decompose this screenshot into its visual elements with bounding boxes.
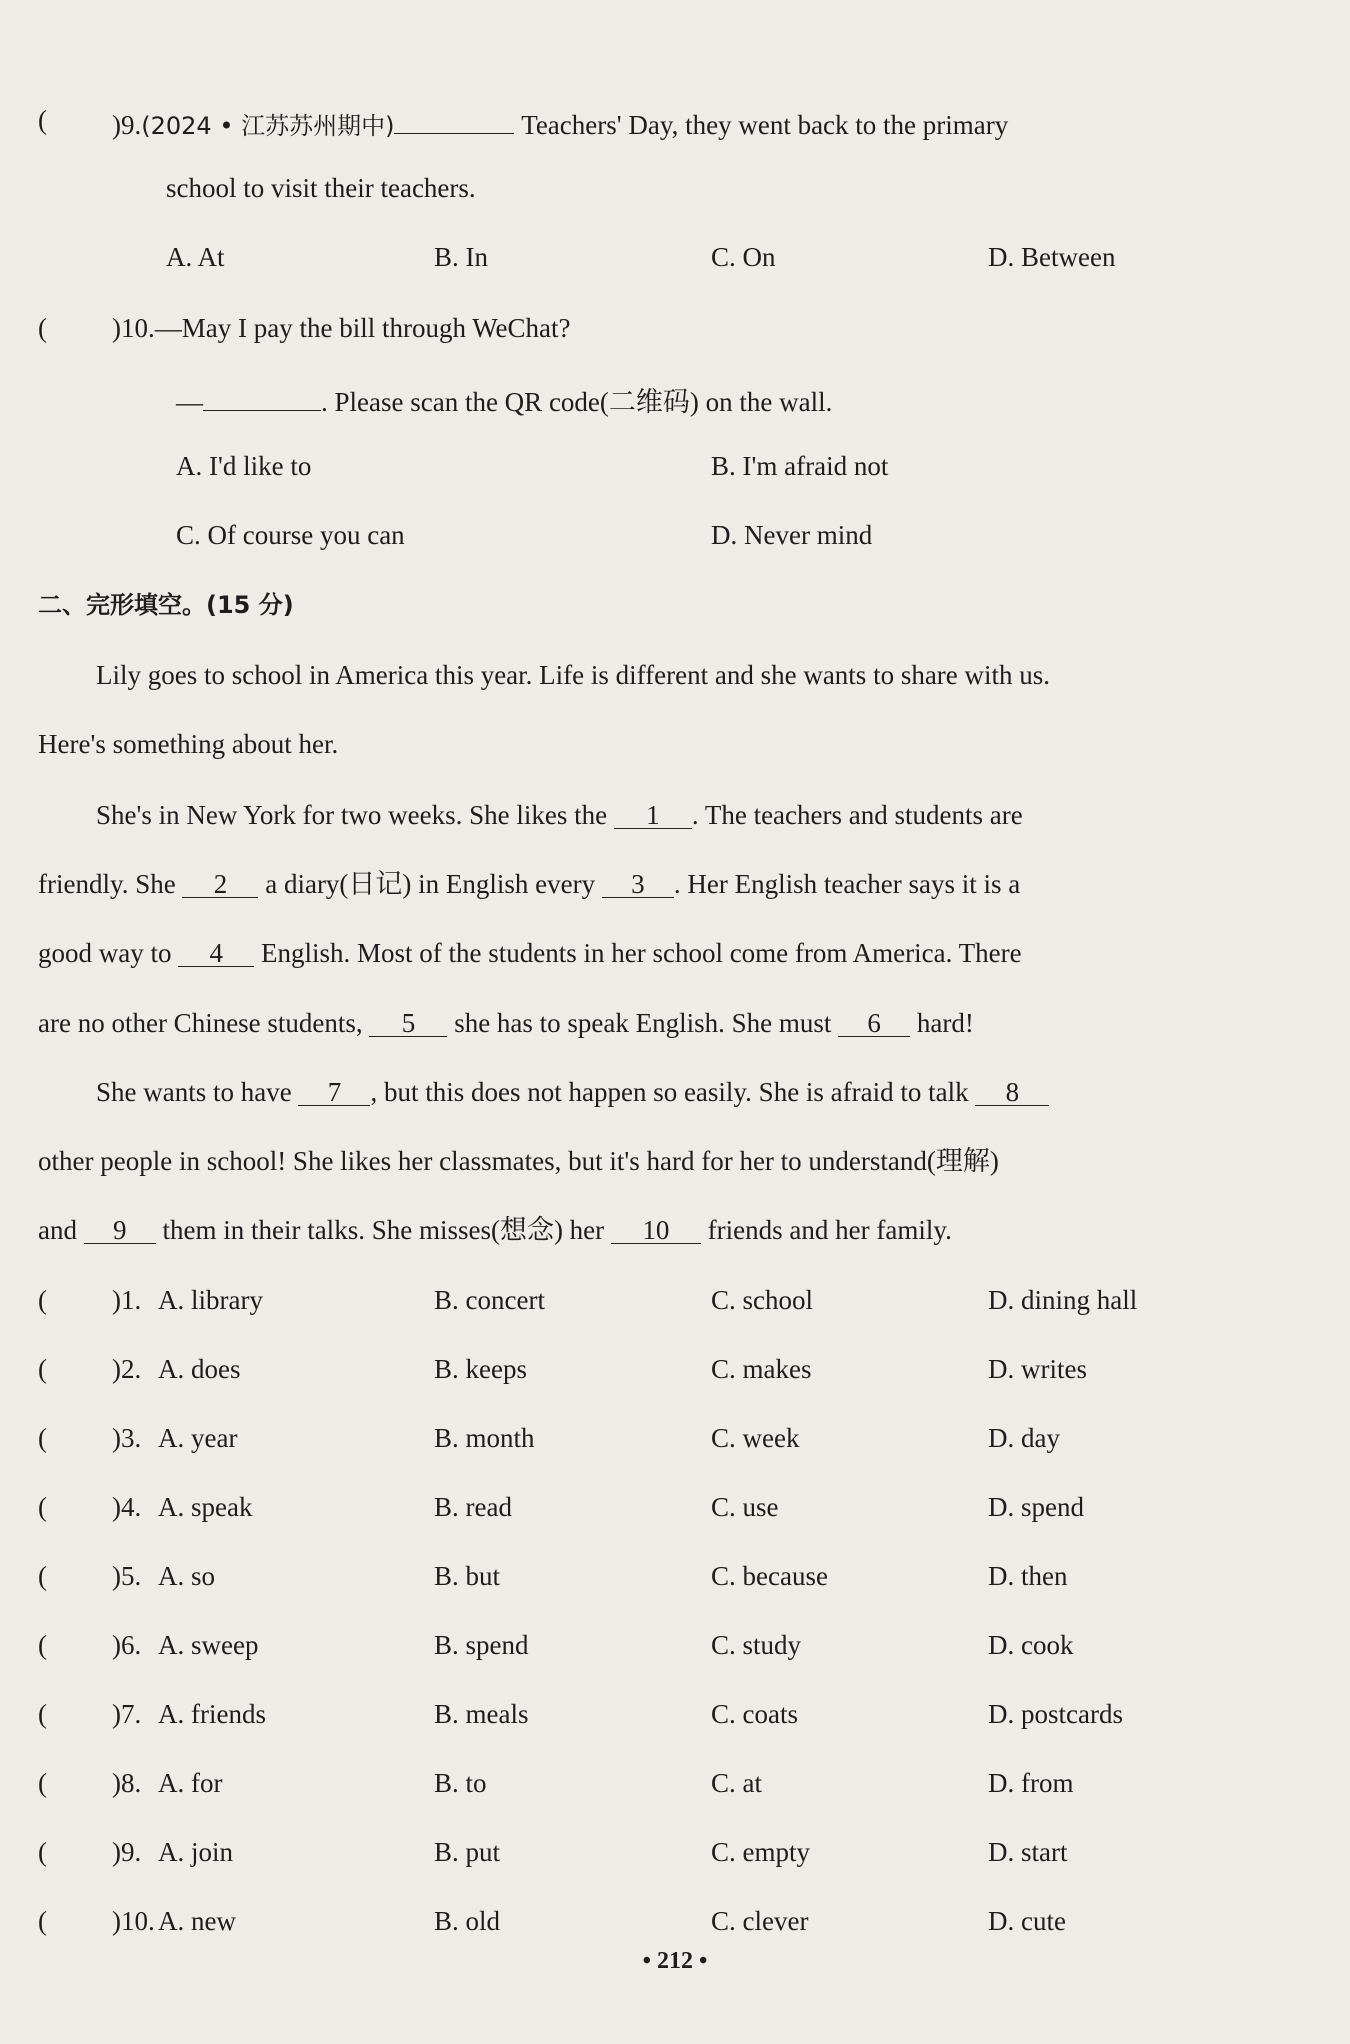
question-number: )10.	[112, 1906, 155, 1936]
cloze-blank-2[interactable]: 2	[182, 867, 258, 898]
option-c: C. clever	[711, 1906, 809, 1936]
passage-text: and	[38, 1215, 77, 1245]
option-b: B. read	[434, 1492, 512, 1522]
question-number: )9.	[112, 110, 142, 140]
option-c: C. empty	[711, 1837, 810, 1867]
passage-text: a diary(日记) in English every	[265, 869, 596, 899]
cloze-blank-6[interactable]: 6	[838, 1006, 910, 1037]
option-d: D. spend	[988, 1492, 1084, 1522]
option-b: B. put	[434, 1837, 501, 1867]
passage-text: , but this does not happen so easily. She is afraid to talk	[370, 1077, 969, 1107]
option-c: C. use	[711, 1492, 779, 1522]
option-d: D. day	[988, 1423, 1060, 1453]
cloze-blank-7[interactable]: 7	[298, 1075, 370, 1106]
section-heading: 二、完形填空。(15 分)	[38, 591, 294, 619]
option-d: D. dining hall	[988, 1285, 1138, 1315]
question-number: )7.	[112, 1699, 142, 1729]
question-number: )10.	[112, 313, 155, 343]
option-c: C. coats	[711, 1699, 798, 1729]
option-d: D. postcards	[988, 1699, 1123, 1729]
question-10-stem	[112, 311, 571, 345]
passage-line	[38, 1006, 974, 1040]
option-c: C. school	[711, 1285, 814, 1315]
passage-line	[38, 867, 1020, 901]
option-a: A. so	[158, 1561, 216, 1591]
option-d: D. Never mind	[711, 520, 873, 550]
option-d: D. from	[988, 1768, 1074, 1798]
passage-line: Lily goes to school in America this year. Life is different and she wants to share with us.	[96, 660, 1051, 690]
question-10-reply	[176, 380, 832, 419]
passage-text: . The teachers and students are	[691, 800, 1023, 830]
reply-dash: —	[176, 387, 203, 417]
question-number: )5.	[112, 1561, 142, 1591]
question-9-stem-line2: school to visit their teachers.	[166, 173, 476, 203]
option-b: B. spend	[434, 1630, 529, 1660]
option-c: C. because	[711, 1561, 828, 1591]
cloze-blank-1[interactable]: 1	[614, 798, 692, 829]
option-a: A. I'd like to	[176, 451, 312, 481]
passage-text: are no other Chinese students,	[38, 1008, 363, 1038]
answer-paren[interactable]: (	[38, 1768, 47, 1798]
option-a: A. At	[166, 242, 225, 272]
option-d: D. then	[988, 1561, 1068, 1591]
question-text: Teachers' Day, they went back to the primary	[521, 110, 1009, 140]
answer-paren[interactable]: (	[38, 1699, 47, 1729]
cloze-blank-8[interactable]: 8	[975, 1075, 1049, 1106]
passage-text: English. Most of the students in her school come from America. There	[260, 938, 1022, 968]
question-number: )6.	[112, 1630, 142, 1660]
option-b: B. month	[434, 1423, 535, 1453]
answer-blank[interactable]	[203, 380, 321, 411]
question-number: )3.	[112, 1423, 142, 1453]
option-c: C. week	[711, 1423, 800, 1453]
passage-text: she has to speak English. She must	[454, 1008, 832, 1038]
option-b: B. concert	[434, 1285, 545, 1315]
passage-line: other people in school! She likes her classmates, but it's hard for her to understand(理解)	[38, 1146, 999, 1176]
passage-text: hard!	[916, 1008, 974, 1038]
answer-paren[interactable]: (	[38, 1837, 47, 1867]
passage-text: . Her English teacher says it is a	[673, 869, 1021, 899]
cloze-blank-10[interactable]: 10	[611, 1213, 701, 1244]
answer-paren[interactable]: (	[38, 1492, 47, 1522]
answer-paren[interactable]: (	[38, 1285, 47, 1315]
cloze-blank-9[interactable]: 9	[84, 1213, 156, 1244]
passage-line	[38, 936, 1022, 970]
passage-line	[96, 1075, 1049, 1109]
question-number: )9.	[112, 1837, 142, 1867]
option-d: D. start	[988, 1837, 1068, 1867]
cloze-blank-4[interactable]: 4	[178, 936, 254, 967]
answer-paren[interactable]: (	[38, 1354, 47, 1384]
question-number: )2.	[112, 1354, 142, 1384]
question-source: (2024 • 江苏苏州期中)	[141, 112, 395, 140]
option-b: B. keeps	[434, 1354, 527, 1384]
option-b: B. to	[434, 1768, 487, 1798]
answer-paren[interactable]: (	[38, 1906, 47, 1936]
option-b: B. I'm afraid not	[711, 451, 889, 481]
passage-text: friendly. She	[38, 869, 176, 899]
option-a: A. for	[158, 1768, 223, 1798]
answer-paren-q10: (	[38, 313, 47, 343]
option-b: B. but	[434, 1561, 501, 1591]
option-a: A. does	[158, 1354, 241, 1384]
passage-line	[38, 1213, 952, 1247]
question-number: )1.	[112, 1285, 142, 1315]
question-text: —May I pay the bill through WeChat?	[154, 313, 571, 343]
passage-text: them in their talks. She misses(想念) her	[162, 1215, 605, 1245]
option-a: A. library	[158, 1285, 263, 1315]
option-a: A. sweep	[158, 1630, 259, 1660]
option-d: D. cook	[988, 1630, 1074, 1660]
reply-text: . Please scan the QR code(二维码) on the wall.	[321, 387, 833, 417]
option-c: C. at	[711, 1768, 762, 1798]
answer-blank[interactable]	[394, 103, 514, 134]
option-b: B. meals	[434, 1699, 529, 1729]
option-c: C. study	[711, 1630, 802, 1660]
option-a: A. year	[158, 1423, 238, 1453]
question-number: )4.	[112, 1492, 142, 1522]
option-d: D. cute	[988, 1906, 1066, 1936]
option-a: A. join	[158, 1837, 234, 1867]
answer-paren[interactable]: (	[38, 1561, 47, 1591]
option-c: C. On	[711, 242, 776, 272]
passage-text: friends and her family.	[707, 1215, 952, 1245]
answer-paren[interactable]: (	[38, 1630, 47, 1660]
passage-text: She's in New York for two weeks. She likes the	[96, 800, 608, 830]
passage-text: She wants to have	[96, 1077, 292, 1107]
option-d: D. writes	[988, 1354, 1087, 1384]
cloze-blank-5[interactable]: 5	[369, 1006, 447, 1037]
option-b: B. old	[434, 1906, 501, 1936]
option-a: A. friends	[158, 1699, 266, 1729]
passage-text: good way to	[38, 938, 172, 968]
option-d: D. Between	[988, 242, 1116, 272]
passage-line	[96, 798, 1023, 832]
page-number: • 212 •	[642, 1948, 708, 1974]
answer-paren-q9: (	[38, 105, 47, 135]
option-c: C. makes	[711, 1354, 812, 1384]
option-b: B. In	[434, 242, 488, 272]
question-9-stem	[112, 103, 1008, 143]
option-a: A. speak	[158, 1492, 253, 1522]
passage-line: Here's something about her.	[38, 729, 339, 759]
answer-paren[interactable]: (	[38, 1423, 47, 1453]
question-number: )8.	[112, 1768, 142, 1798]
option-a: A. new	[158, 1906, 236, 1936]
cloze-blank-3[interactable]: 3	[602, 867, 674, 898]
option-c: C. Of course you can	[176, 520, 405, 550]
